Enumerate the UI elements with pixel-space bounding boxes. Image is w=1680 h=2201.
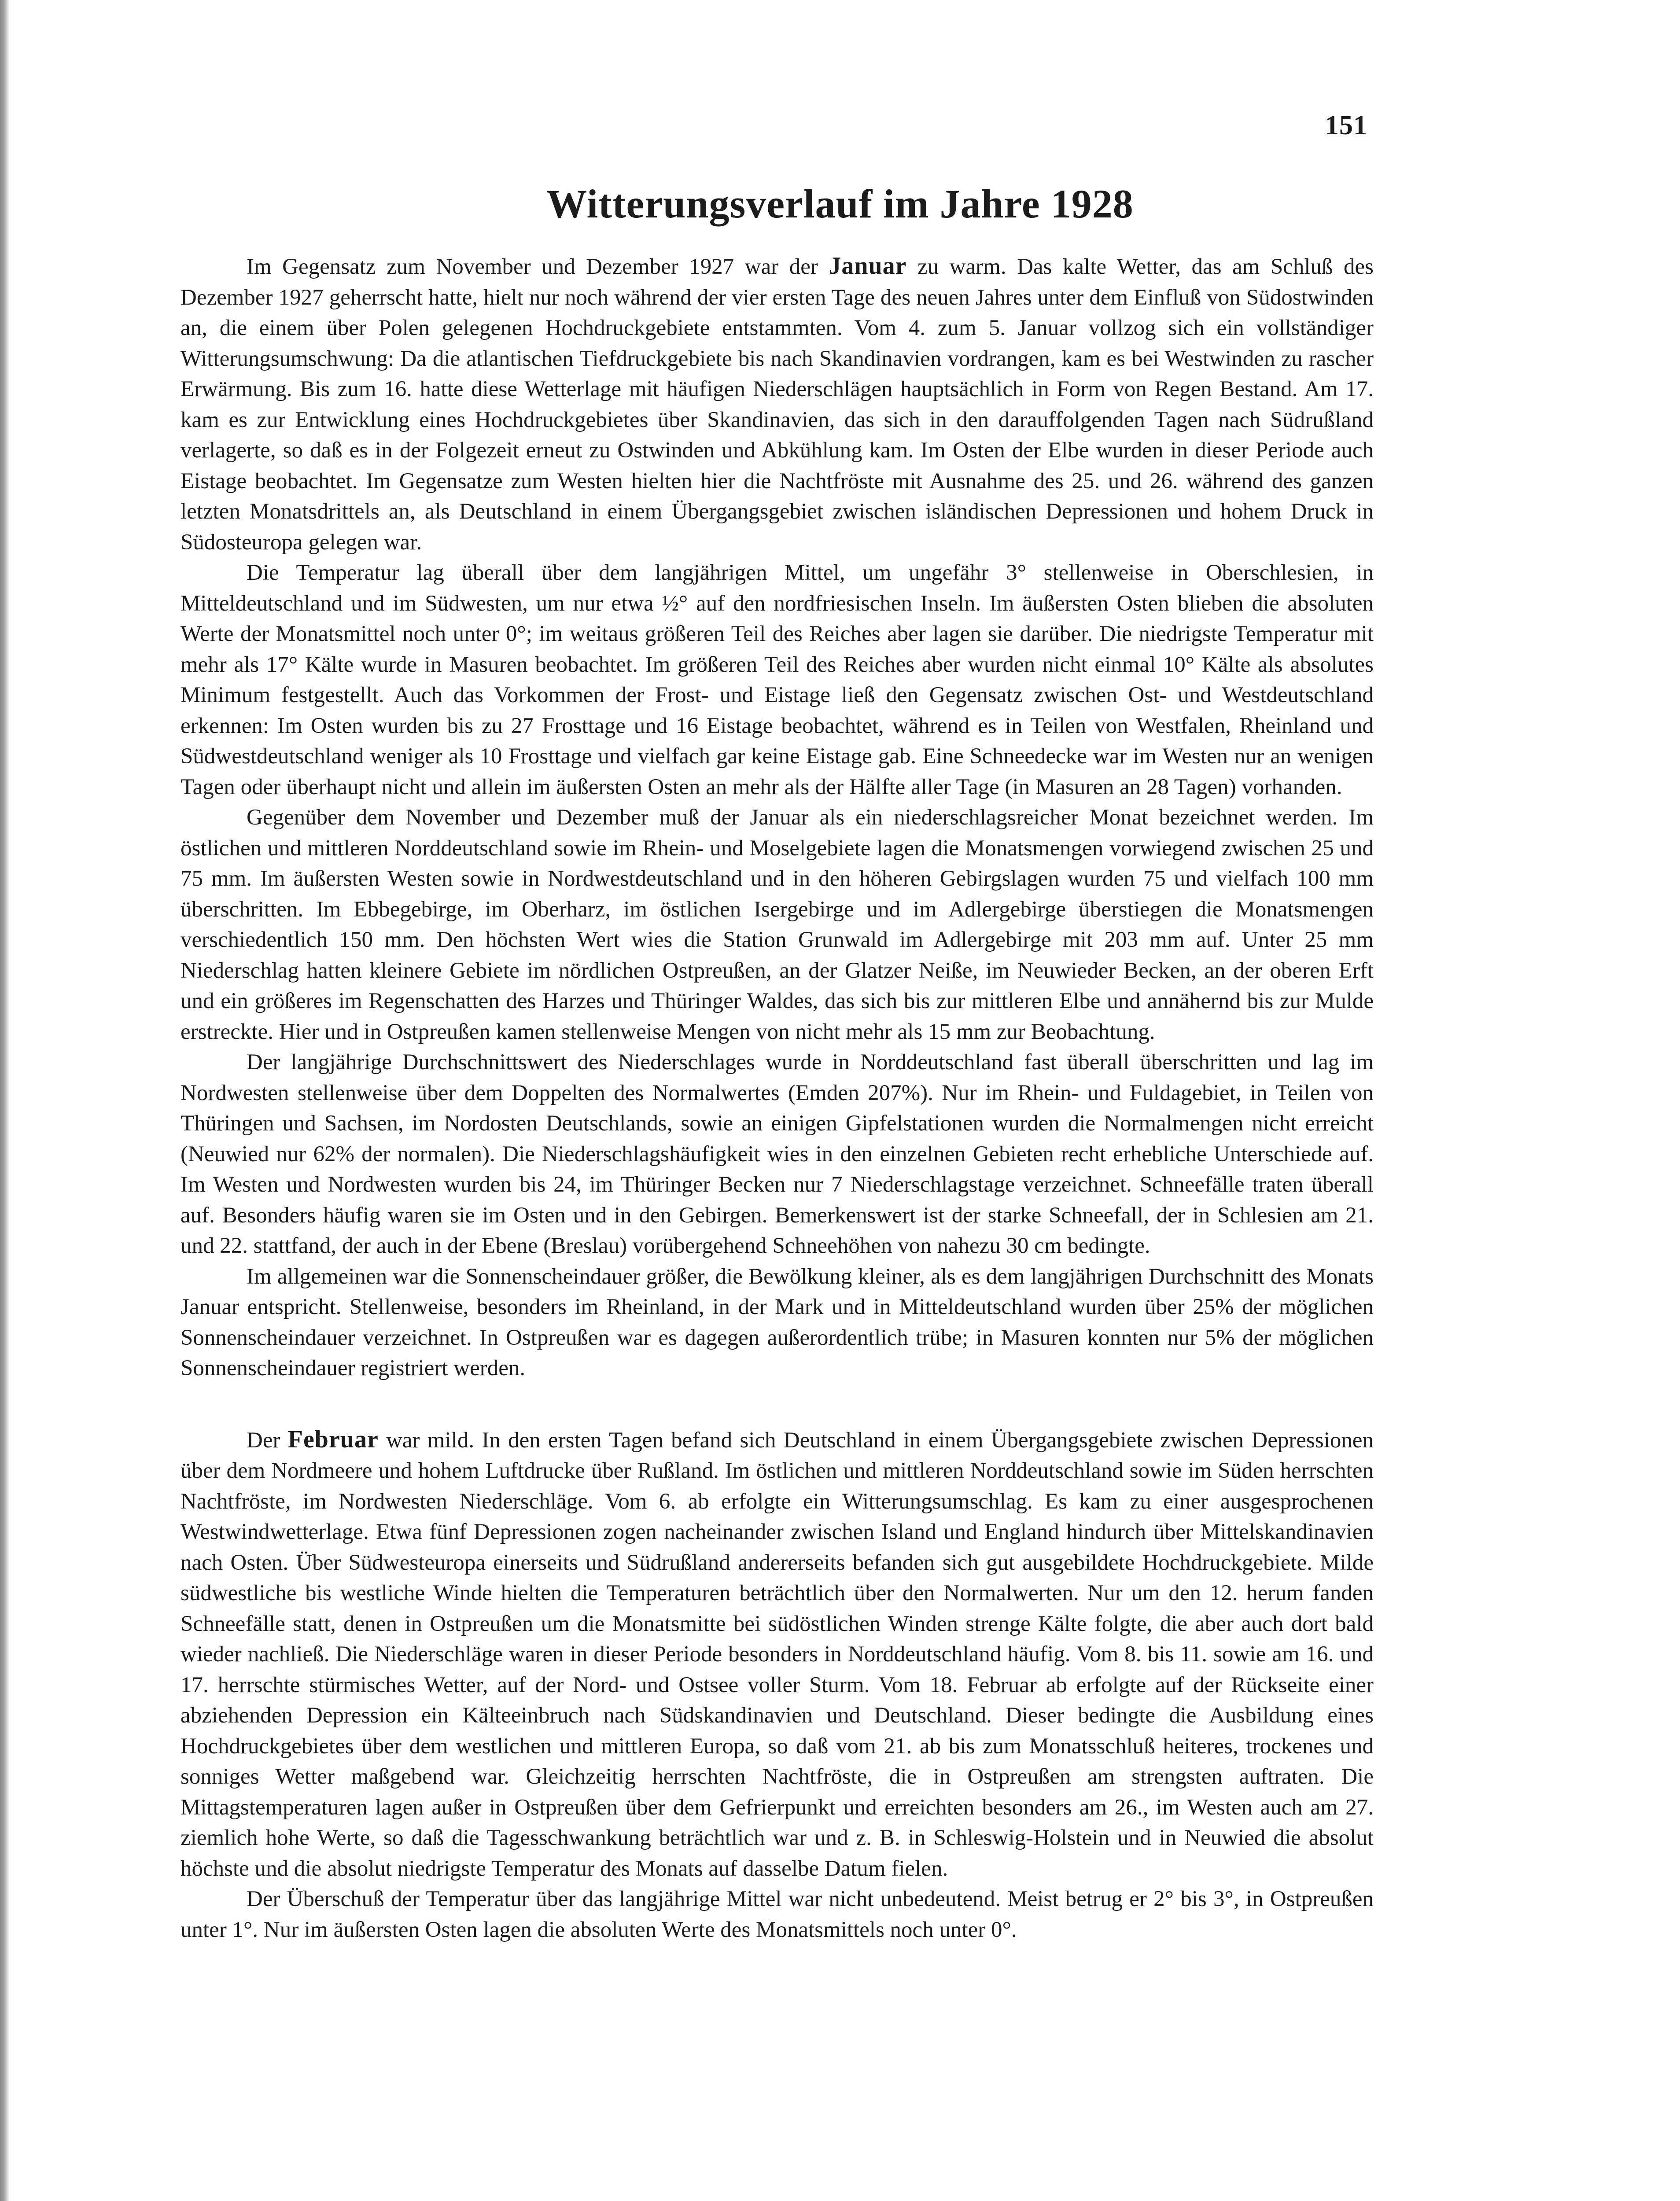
page-number: 151 bbox=[1325, 110, 1367, 140]
month-heading-januar: Januar bbox=[829, 252, 907, 280]
scan-page-edge bbox=[0, 0, 10, 2201]
paragraph-lead: Im Gegensatz zum November und Dezember 1927 war der bbox=[247, 254, 829, 279]
paragraph-februar-temperature: Der Überschuß der Temperatur über das langjährige Mittel war nicht unbedeutend. Meist betrug er 2° bis 3°, in Ostpreußen unter 1°. Nur im äußersten Osten lagen die absoluten Werte des Monatsmittels noch unter 0°. bbox=[181, 1887, 1374, 1942]
paragraph-januar-sunshine: Im allgemeinen war die Sonnenscheindauer größer, die Bewölkung kleiner, als es dem langjährigen Durchschnitt des Monats Januar entspricht. Stellenweise, besonders im Rheinland, in der Mark und in Mitteldeutschland wurden über 25% der möglichen Sonnenscheindauer verzeichnet. In Ostpreußen war es dagegen außerordentlich trübe; in Masuren konnten nur 5% der möglichen Sonnenscheindauer registriert werden. bbox=[181, 1264, 1374, 1380]
paragraph-lead: Der bbox=[247, 1428, 288, 1453]
paragraph-februar-intro bbox=[181, 1424, 1374, 1884]
paragraph-text: war mild. In den ersten Tagen befand sich Deutschland in einem Übergangsgebiete zwischen Depressionen über dem Nordmeere und hohem Luftdrucke über Rußland. Im östlichen und mittleren Norddeutschland sowie im Süden herrschten Nachtfröste, im Nordwesten Niederschläge. Vom 6. ab erfolgte ein Witterungsumschlag. Es kam zu einer ausgesprochenen Westwindwetterlage. Etwa fünf Depressionen zogen nacheinander zwischen Island und England hindurch über Mittelskandinavien nach Osten. Über Südwesteuropa einerseits und Südrußland andererseits befanden sich gut ausgebildete Hochdruckgebiete. Milde südwestliche bis westliche Winde hielten die Temperaturen beträchtlich über den Normalwerten. Nur um den 12. herum fanden Schneefälle statt, denen in Ostpreußen um die Monatsmitte bei südöstlichen Winden strenge Kälte folgte, die aber auch dort bald wieder nachließ. Die Niederschläge waren in dieser Periode besonders in Norddeutschland häufig. Vom 8. bis 11. sowie am 16. und 17. herrschte stürmisches Wetter, auf der Nord- und Ostsee voller Sturm. Vom 18. Februar ab erfolgte auf der Rückseite einer abziehenden Depression ein Kälteeinbruch nach Südskandinavien und Deutschland. Dieser bedingte die Ausbildung eines Hochdruckgebietes über dem westlichen und mittleren Europa, so daß vom 21. ab bis zum Monatsschluß heiteres, trockenes und sonniges Wetter maßgebend war. Gleichzeitig herrschten Nachtfröste, die in Ostpreußen am strengsten auftraten. Die Mittagstemperaturen lagen außer in Ostpreußen über dem Gefrierpunkt und erreichten besonders am 26., im Westen auch am 27. ziemlich hohe Werte, so daß die Tagesschwankung beträchtlich war und z. B. in Schleswig-Holstein und in Neuwied die absolut höchste und die absolut niedrigste Temperatur des Monats auf dasselbe Datum fielen. bbox=[181, 1428, 1374, 1881]
paragraph-januar-intro bbox=[181, 251, 1374, 558]
paragraph-januar-precipitation: Gegenüber dem November und Dezember muß der Januar als ein niederschlagsreicher Monat bezeichnet werden. Im östlichen und mittleren Norddeutschland sowie im Rhein- und Moselgebiete lagen die Monatsmengen vorwiegend zwischen 25 und 75 mm. Im äußersten Westen sowie in Nordwestdeutschland und in den höheren Gebirgslagen wurden 75 und vielfach 100 mm überschritten. Im Ebbegebirge, im Oberharz, im östlichen Isergebirge und im Adlergebirge überstiegen die Monatsmengen verschiedentlich 150 mm. Den höchsten Wert wies die Station Grunwald im Adlergebirge mit 203 mm auf. Unter 25 mm Niederschlag hatten kleinere Gebiete im nördlichen Ostpreußen, an der Glatzer Neiße, im Neuwieder Becken, an der oberen Erft und ein größeres im Regenschatten des Harzes und Thüringer Waldes, das sich bis zur mittleren Elbe und annähernd bis zur Mulde erstreckte. Hier und in Ostpreußen kamen stellenweise Mengen von nicht mehr als 15 mm zur Beobachtung. bbox=[181, 805, 1374, 1044]
paragraph-januar-precipitation-average: Der langjährige Durchschnittswert des Niederschlages wurde in Norddeutschland fast überall überschritten und lag im Nordwesten stellenweise über dem Doppelten des Normalwertes (Emden 207%). Nur im Rhein- und Fuldagebiet, in Teilen von Thüringen und Sachsen, im Nordosten Deutschlands, sowie an einigen Gipfelstationen wurden die Normalmengen nicht erreicht (Neuwied nur 62% der normalen). Die Niederschlagshäufigkeit wies in den einzelnen Gebieten recht erhebliche Unterschiede auf. Im Westen und Nordwesten wurden bis 24, im Thüringer Becken nur 7 Niederschlagstage verzeichnet. Schneefälle traten überall auf. Besonders häufig waren sie im Osten und in den Gebirgen. Bemerkenswert ist der starke Schneefall, der in Schlesien am 21. und 22. stattfand, der auch in der Ebene (Breslau) vorübergehend Schneehöhen von nahezu 30 cm bedingte. bbox=[181, 1050, 1374, 1258]
month-heading-februar: Februar bbox=[287, 1425, 379, 1453]
page-title: Witterungsverlauf im Jahre 1928 bbox=[546, 181, 1134, 226]
paragraph-text: zu warm. Das kalte Wetter, das am Schluß des Dezember 1927 geherrscht hatte, hielt nur noch während der vier ersten Tage des neuen Jahres unter dem Einfluß von Südostwinden an, die einem über Polen gelegenen Hochdruckgebiete entstammten. Vom 4. zum 5. Januar vollzog sich ein vollständiger Witterungsumschwung: Da die atlantischen Tiefdruckgebiete bis nach Skandinavien vordrangen, kam es bei Westwinden zu rascher Erwärmung. Bis zum 16. hatte diese Wetterlage mit häufigen Niederschlägen hauptsächlich in Form von Regen Bestand. Am 17. kam es zur Entwicklung eines Hochdruckgebietes über Skandinavien, das sich in den darauffolgenden Tagen nach Südrußland verlagerte, so daß es in der Folgezeit erneut zu Ostwinden und Abkühlung kam. Im Osten der Elbe wurden in dieser Periode auch Eistage beobachtet. Im Gegensatze zum Westen hielten hier die Nachtfröste mit Ausnahme des 25. und 26. während des ganzen letzten Monatsdrittels an, als Deutschland in einem Übergangsgebiet zwischen isländischen Depressionen und hohem Druck in Südosteuropa gelegen war. bbox=[181, 254, 1374, 555]
paragraph-januar-temperature: Die Temperatur lag überall über dem langjährigen Mittel, um ungefähr 3° stellenweise in Oberschlesien, in Mitteldeutschland und im Südwesten, um nur etwa ½° auf den nordfriesischen Inseln. Im äußersten Osten blieben die absoluten Werte der Monatsmittel noch unter 0°; im weitaus größeren Teil des Reiches aber lagen sie darüber. Die niedrigste Temperatur mit mehr als 17° Kälte wurde in Masuren beobachtet. Im größeren Teil des Reiches aber wurden nicht einmal 10° Kälte als absolutes Minimum festgestellt. Auch das Vorkommen der Frost- und Eistage ließ den Gegensatz zwischen Ost- und Westdeutschland erkennen: Im Osten wurden bis zu 27 Frosttage und 16 Eistage beobachtet, während es in Teilen von Westfalen, Rheinland und Südwestdeutschland weniger als 10 Frosttage und vielfach gar keine Eistage gab. Eine Schneedecke war im Westen nur an wenigen Tagen oder überhaupt nicht und allein im äußersten Osten an mehr als der Hälfte aller Tage (in Masuren an 28 Tagen) vorhanden. bbox=[181, 560, 1374, 799]
article-body bbox=[181, 251, 1374, 1945]
